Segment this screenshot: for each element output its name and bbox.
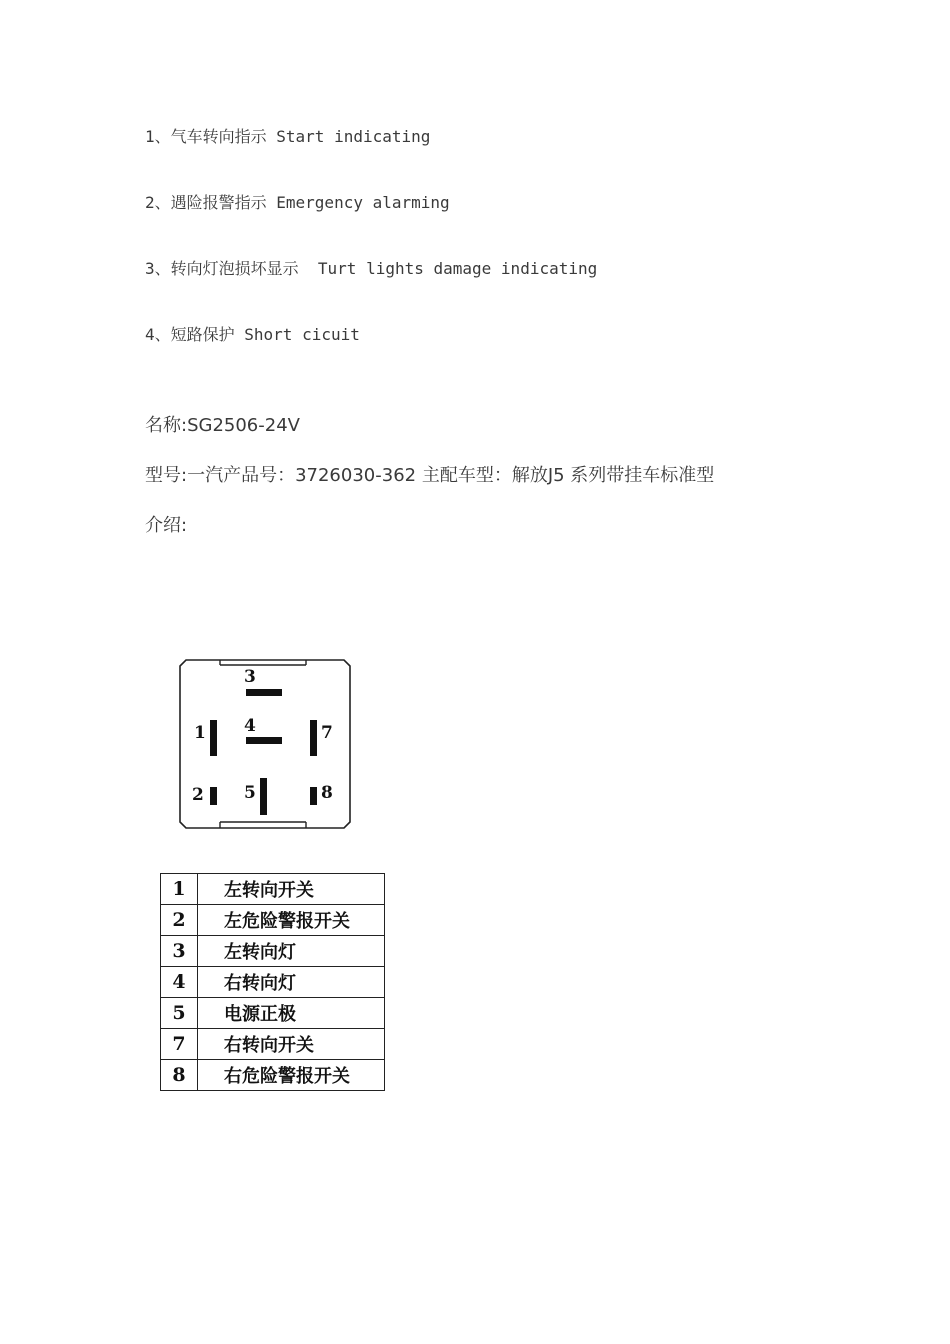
table-row	[161, 1029, 385, 1060]
pin-8-label: 8	[321, 783, 333, 803]
pin-7-terminal	[310, 720, 317, 756]
pin-2-terminal	[210, 787, 217, 805]
model-value: 一汽产品号：3726030-362 主配车型：解放J5 系列带挂车标准型	[187, 465, 715, 486]
table-row	[161, 998, 385, 1029]
pin-function: 电源正极	[198, 998, 385, 1029]
model-label: 型号:	[145, 465, 188, 486]
pin-2-label: 2	[192, 785, 204, 805]
pin-8-terminal	[310, 787, 317, 805]
pin-4-terminal	[246, 737, 282, 744]
pin-function: 右转向开关	[198, 1029, 385, 1060]
relay-pin-diagram	[178, 658, 352, 830]
pin-5-label: 5	[244, 783, 256, 803]
pin-1-label: 1	[194, 723, 206, 743]
table-row	[161, 874, 385, 905]
pin-1-terminal	[210, 720, 217, 756]
pin-3-label: 3	[244, 667, 256, 687]
table-row	[161, 905, 385, 936]
pin-number: 1	[161, 874, 198, 905]
product-intro-line	[145, 514, 187, 538]
product-name-line	[145, 414, 300, 438]
pin-number: 4	[161, 967, 198, 998]
pin-function: 右危险警报开关	[198, 1060, 385, 1091]
pin-7-label: 7	[321, 723, 333, 743]
table-row	[161, 1060, 385, 1091]
table-row	[161, 936, 385, 967]
pin-number: 5	[161, 998, 198, 1029]
pin-number: 7	[161, 1029, 198, 1060]
pin-5-terminal	[260, 778, 267, 815]
pin-4-label: 4	[244, 716, 256, 736]
name-label: 名称:	[145, 415, 188, 436]
table-row	[161, 967, 385, 998]
feature-line-1: 1、气车转向指示 Start indicating	[145, 127, 431, 146]
pin-number: 3	[161, 936, 198, 967]
product-model-line	[145, 464, 714, 488]
feature-line-3: 3、转向灯泡损坏显示 Turt lights damage indicating	[145, 259, 598, 278]
intro-label: 介绍:	[145, 515, 188, 536]
pin-function: 左危险警报开关	[198, 905, 385, 936]
pin-function-table	[160, 873, 385, 1091]
pin-3-terminal	[246, 689, 282, 696]
pin-function: 右转向灯	[198, 967, 385, 998]
feature-line-2: 2、遇险报警指示 Emergency alarming	[145, 193, 450, 212]
pin-number: 8	[161, 1060, 198, 1091]
pin-number: 2	[161, 905, 198, 936]
pin-function: 左转向灯	[198, 936, 385, 967]
pin-function: 左转向开关	[198, 874, 385, 905]
feature-line-4: 4、短路保护 Short cicuit	[145, 325, 360, 344]
name-value: SG2506-24V	[187, 415, 300, 436]
